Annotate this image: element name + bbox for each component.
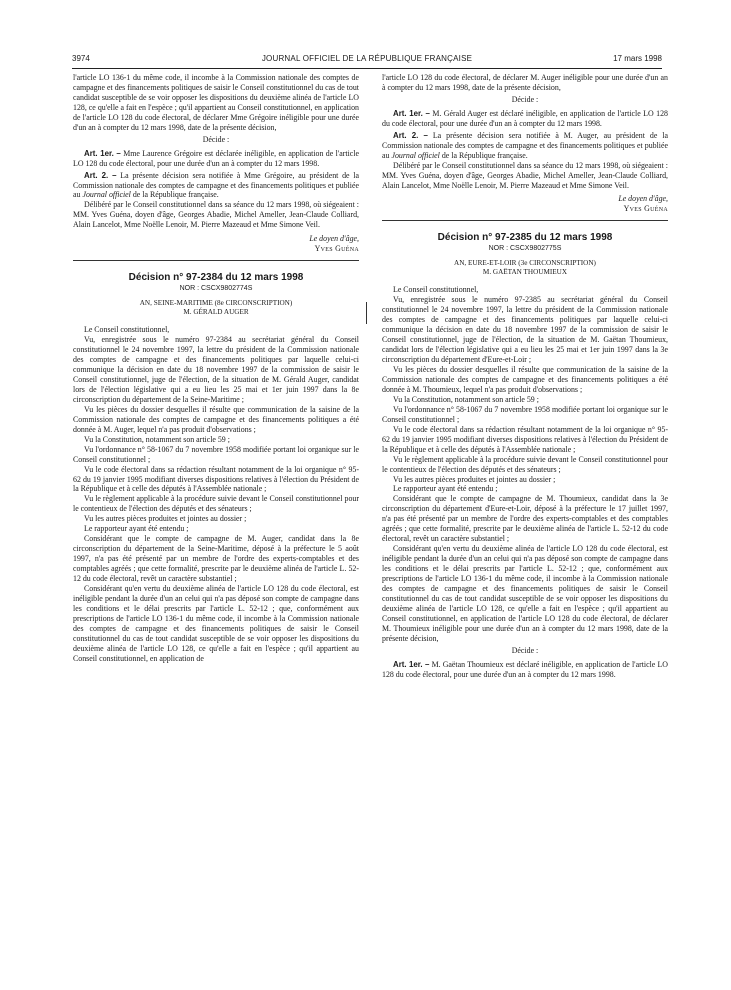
issue-date: 17 mars 1998 [613,54,662,63]
article-2-text: La présente décision sera notifiée à M. Auger, au président de la Commission nationale des comptes de campagne et des financements politiques et publiée au [382,130,668,160]
decision-nor: NOR : CSCX9802775S [488,245,562,253]
decision-candidate: M. GÉRALD AUGER [183,308,249,317]
body-paragraph: Le rapporteur ayant été entendu ; [393,484,498,494]
body-paragraph: Vu la Constitution, notamment son article 59 ; [393,394,539,404]
decision-title: Décision n° 97-2385 du 12 mars 1998 [437,232,613,244]
decision-title: Décision n° 97-2384 du 12 mars 1998 [128,272,304,284]
body-paragraph: Vu, enregistrée sous le numéro 97-2385 au secrétariat général du Conseil constitutionnel le 24 novembre 1997, la lettre du président de la Commission nationale des comptes de campagne et des financements politiques par laquelle celui-ci communique la décision en date du 18 novembre 1997 de la commission de saisir le Conseil constitutionnel, juge de l'élection, de la situation de M. Gaëtan Thoumieux, candidat lors de l'élection législative qui a eu lieu les 25 mai et 1er juin 1997 dans la 3e circonscription du département d'Eure-et-Loir ; [382,295,668,365]
body-paragraph: Le Conseil constitutionnel, [393,285,479,295]
decision-constituency: AN, EURE-ET-LOIR (3e CIRCONSCRIPTION) [454,259,596,268]
body-paragraph: Considérant qu'en vertu du deuxième alinéa de l'article LO 128 du code électoral, est inéligible pendant la durée d'un an celui qui n'a pas déposé son compte de campagne dans les conditions et le délai prescrits par l'article L. 52-12 ; que, conformément aux prescriptions de l'article LO 136-1 du même code, il incombe à la Commission nationale des comptes de campagne et des financements politiques de saisir le Conseil constitutionnel du cas de tout candidat susceptible de se voir opposer les dispositions du deuxième alinéa de l'article LO 128, ce qu'elle a fait en l'espèce ; qu'il appartient au Conseil constitutionnel, en application de [73,583,359,663]
page-header [72,54,662,68]
body-paragraph: Vu, enregistrée sous le numéro 97-2384 au secrétariat général du Conseil constitutionnel le 24 novembre 1997, la lettre du président de la Commission nationale des comptes de campagne et des financements politiques par laquelle celui-ci communique la décision en date du 18 novembre 1997 de la commission de saisir le Conseil constitutionnel, juge de l'élection, de la situation de M. Gérald Auger, candidat lors de l'élection législative qui a eu lieu les 25 mai et 1er juin 1997 dans la 8e circonscription du département de la Seine-Maritime ; [73,335,359,404]
article-1-text: M. Gérald Auger est déclaré inéligible, en application de l'article LO 128 du code électoral, pour une durée d'un an à compter du 12 mars 1998. [382,108,668,128]
header-rule [72,68,662,69]
left-column [73,73,359,983]
body-paragraph: Vu les pièces du dossier desquelles il résulte que communication de la saisine de la Commission nationale des comptes de campagne et des financements politiques a été donnée à M. Thoumieux, lequel n'a pas produit d'observations ; [382,365,668,394]
decision-nor: NOR : CSCX9802774S [179,285,253,293]
article-2-label: Art. 2. – [393,130,428,140]
body-paragraph: Le Conseil constitutionnel, [84,325,170,335]
signature-title: Le doyen d'âge, [618,194,668,204]
carry-over-paragraph: l'article LO 128 du code électoral, de déclarer M. Auger inéligible pour une durée d'un an à compter du 12 mars 1998, date de la présente décision, [382,73,668,92]
decision-candidate: M. GAËTAN THOUMIEUX [482,268,568,277]
article-2-label: Art. 2. – [84,170,117,180]
signature-name: Yves Guéna [623,204,668,214]
decide-heading: Décide : [511,645,539,655]
article-1-text: M. Gaëtan Thoumieux est déclaré inéligible, en application de l'article LO 128 du code électoral, pour une durée d'un an à compter du 12 mars 1998. [382,659,668,679]
body-paragraph: Vu les autres pièces produites et jointes au dossier ; [84,514,247,524]
decide-heading: Décide : [202,134,230,144]
body-paragraph: Le rapporteur ayant été entendu ; [84,524,189,534]
signature-title: Le doyen d'âge, [309,234,359,244]
body-paragraph: Vu l'ordonnance n° 58-1067 du 7 novembre 1958 modifiée portant loi organique sur le Conseil constitutionnel ; [73,444,359,464]
deliberation-paragraph: Délibéré par le Conseil constitutionnel dans sa séance du 12 mars 1998, où siégeaient : MM. Yves Guéna, doyen d'âge, Georges Abadie, Michel Ameller, Jean-Claude Colliard, Alain Lancelot, Mme Noëlle Lenoir, M. Pierre Mazeaud et Mme Simone Veil. [73,200,359,230]
body-paragraph: Considérant que le compte de campagne de M. Thoumieux, candidat dans la 3e circonscription du département d'Eure-et-Loir, déposé à la préfecture le 17 juillet 1997, n'a pas été présenté par un membre de l'ordre des experts-comptables et des comptables agréés ; que cette formalité, prescrite par le deuxième alinéa de l'article L. 52-12 du code électoral, revêt un caractère substantiel ; [382,494,668,544]
decision-separator [382,220,668,221]
article-1-label: Art. 1er. – [393,659,430,669]
body-paragraph: Vu le règlement applicable à la procédure suivie devant le Conseil constitutionnel pour le contentieux de l'élection des députés et des sénateurs ; [73,494,359,514]
page-number: 3974 [72,54,90,63]
decide-heading: Décide : [511,94,539,104]
article-1 [382,660,668,680]
article-1 [382,109,668,129]
article-1-label: Art. 1er. – [84,148,121,158]
journal-officiel-italic: Journal officiel [391,150,440,160]
decision-separator [73,260,359,261]
decision-constituency: AN, SEINE-MARITIME (8e CIRCONSCRIPTION) [139,299,293,308]
deliberation-paragraph: Délibéré par le Conseil constitutionnel dans sa séance du 12 mars 1998, où siégeaient : MM. Yves Guéna, doyen d'âge, Georges Abadie, Michel Ameller, Jean-Claude Colliard, Alain Lancelot, Mme Noëlle Lenoir, M. Pierre Mazeaud et Mme Simone Veil. [382,160,668,190]
article-2-text: La présente décision sera notifiée à Mme Grégoire, au président de la Commission nationale des comptes de campagne et des financements politiques et publiée au [73,170,359,200]
body-paragraph: Vu les pièces du dossier desquelles il résulte que communication de la saisine de la Commission nationale des comptes de campagne et des financements politiques a été donnée à M. Auger, lequel n'a pas produit d'observations ; [73,404,359,434]
carry-over-paragraph: l'article LO 136-1 du même code, il incombe à la Commission nationale des comptes de campagne et des financements politiques de saisir le Conseil constitutionnel du cas de tout candidat susceptible de se voir opposer les dispositions du deuxième alinéa de l'article LO 128, ce qu'elle a fait en l'espèce ; qu'il appartient au Conseil constitutionnel, en application de l'article LO 128 du code électoral, de déclarer Mme Grégoire inéligible pour une durée d'un an à compter du 12 mars 1998, date de la présente décision, [73,73,359,132]
article-1-text: Mme Laurence Grégoire est déclarée inéligible, en application de l'article LO 128 du code électoral, pour une durée d'un an à compter du 12 mars 1998. [73,148,359,168]
body-paragraph: Vu les autres pièces produites et jointes au dossier ; [393,474,556,484]
article-2 [382,131,668,161]
journal-officiel-italic: Journal officiel [82,190,131,200]
body-paragraph: Vu le code électoral dans sa rédaction résultant notamment de la loi organique n° 95-62 du 19 janvier 1995 modifiant diverses dispositions relatives à l'élection du Président de la République et à celle des députés à l'Assemblée nationale ; [73,464,359,494]
article-2-text-end: de la République française. [441,150,528,160]
article-2 [73,171,359,201]
journal-title: JOURNAL OFFICIEL DE LA RÉPUBLIQUE FRANÇAISE [261,54,473,63]
body-paragraph: Vu l'ordonnance n° 58-1067 du 7 novembre 1958 modifiée portant loi organique sur le Conseil constitutionnel ; [382,404,668,424]
right-column [382,73,668,983]
signature-name: Yves Guéna [314,244,359,254]
body-paragraph: Considérant qu'en vertu du deuxième alinéa de l'article LO 128 du code électoral, est inéligible pendant la durée d'un an celui qui n'a pas déposé son compte de campagne dans les conditions et le délai prescrits par l'article L. 52-12 ; que, conformément aux prescriptions de l'article LO 136-1 du même code, il incombe à la Commission nationale des comptes de campagne et des financements politiques de saisir le Conseil constitutionnel du cas de tout candidat susceptible de se voir opposer les dispositions du deuxième alinéa de l'article LO 128, ce qu'elle a fait en l'espèce ; qu'il appartient au Conseil constitutionnel, en application de l'article LO 128 du code électoral, de déclarer M. Thoumieux inéligible pour une durée d'un an à compter du 12 mars 1998, date de la présente décision, [382,544,668,643]
column-divider [366,302,367,324]
body-paragraph: Considérant que le compte de campagne de M. Auger, candidat dans la 8e circonscription du département de la Seine-Maritime, déposé à la préfecture le 5 août 1997, n'a pas été présenté par un membre de l'ordre des experts-comptables et des comptables agréés ; que cette formalité, prescrite par le deuxième alinéa de l'article L. 52-12 du code électoral, revêt un caractère substantiel ; [73,534,359,584]
body-paragraph: Vu le code électoral dans sa rédaction résultant notamment de la loi organique n° 95-62 du 19 janvier 1995 modifiant diverses dispositions relatives à l'élection du Président de la République et à celle des députés à l'Assemblée nationale ; [382,424,668,454]
body-paragraph: Vu la Constitution, notamment son article 59 ; [84,434,230,444]
article-1 [73,149,359,169]
article-2-text-end: de la République française. [132,190,219,200]
body-paragraph: Vu le règlement applicable à la procédure suivie devant le Conseil constitutionnel pour le contentieux de l'élection des députés et des sénateurs ; [382,454,668,474]
article-1-label: Art. 1er. – [393,108,430,118]
